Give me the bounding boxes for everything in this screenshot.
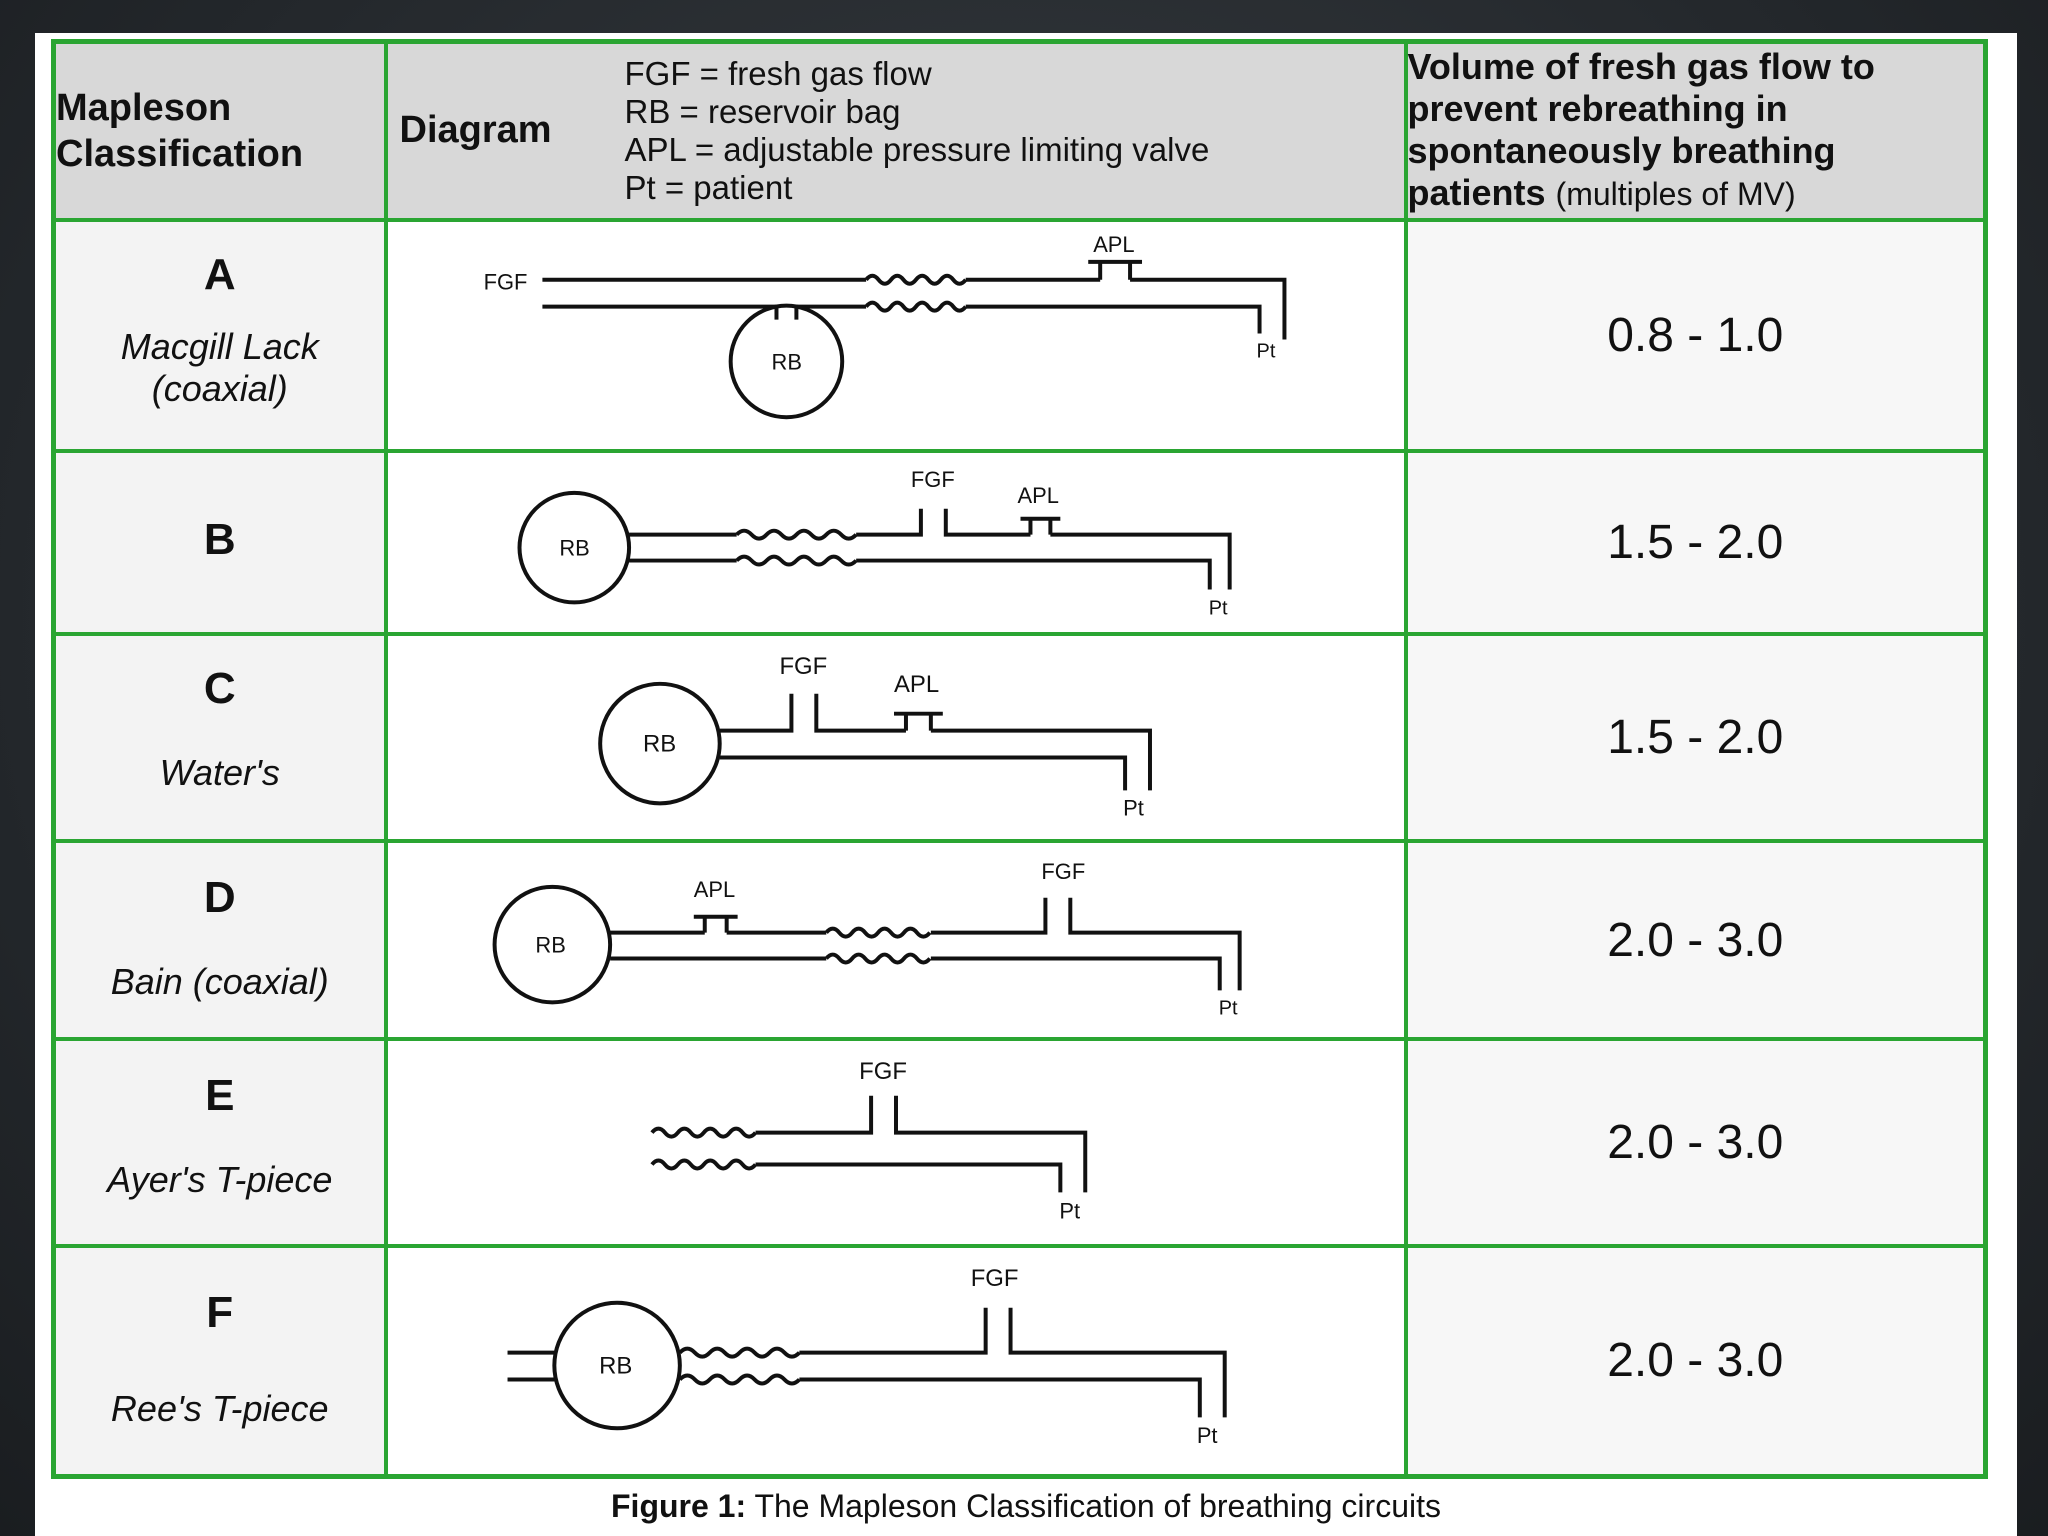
class-letter: E [205,1071,235,1121]
label-fgf: FGF [910,466,955,492]
corrugated-upper [651,1129,755,1137]
volume-cell: 2.0 - 3.0 [1406,1039,1986,1245]
apl-valve [1088,261,1142,279]
label-rb: RB [598,1352,632,1380]
legend-item: Pt = patient [624,168,793,206]
legend-item: FGF = fresh gas flow [624,54,932,92]
label-rb: RB [642,730,676,758]
caption-prefix: Figure 1: [611,1488,747,1524]
diagram-cell [386,634,1406,841]
class-letter: F [206,1287,234,1337]
label-apl: APL [1017,482,1059,508]
row-e [54,1039,1986,1245]
class-cell [54,634,386,841]
class-cell [54,220,386,451]
tail-tube [507,1352,555,1379]
label-apl: APL [693,876,735,902]
label-pt: Pt [1196,1422,1218,1448]
label-fgf: FGF [1040,858,1085,884]
corrugated-upper [866,275,966,283]
class-name: Macgill Lack (coaxial) [120,325,319,409]
class-name: Ree's T-piece [110,1387,329,1429]
diagram-cell [386,841,1406,1039]
label-apl: APL [893,670,939,698]
circuit-diagram-a [388,222,1404,449]
volume-cell: 1.5 - 2.0 [1406,634,1986,841]
class-cell [54,1246,386,1477]
class-cell [54,841,386,1039]
class-letter: C [203,663,236,713]
row-c [54,634,1986,841]
label-rb: RB [558,535,590,561]
label-rb: RB [534,932,566,958]
volume-cell: 0.8 - 1.0 [1406,220,1986,451]
class-cell [54,451,386,634]
class-letter: D [203,873,236,923]
circuit-diagram-e [388,1041,1404,1243]
label-pt: Pt [1256,339,1275,362]
class-letter: B [203,514,236,564]
class-letter: A [203,249,236,299]
corrugated-upper [736,530,856,538]
class-name: Water's [159,751,280,793]
tube-lower [799,1379,1199,1417]
label-fgf: FGF [970,1264,1018,1292]
label-apl: APL [1092,231,1135,257]
circuit-diagram-b [388,453,1404,632]
tube-upper [719,694,1149,791]
tube-lower [610,959,1220,991]
class-name: Ayer's T-piece [107,1159,333,1201]
apl-valve [1020,518,1060,534]
corrugated-upper [679,1348,799,1356]
circuit-diagram-f [388,1248,1404,1474]
tube-upper [799,1307,1224,1417]
circuit-diagram-d [388,843,1404,1037]
diagram-cell [386,1039,1406,1245]
corrugated-lower [866,302,966,310]
diagram-cell [386,220,1406,451]
label-fgf: FGF [483,269,527,295]
header-volume-text: Volume of fresh gas flow to prevent rebreathing in spontaneously breathing patients [1407,46,1875,214]
class-name: Bain (coaxial) [110,961,329,1003]
label-pt: Pt [1122,795,1144,821]
tube-upper [610,898,1240,991]
volume-cell: 1.5 - 2.0 [1406,451,1986,634]
legend-item: RB = reservoir bag [624,92,901,130]
corrugated-upper [826,929,930,937]
label-fgf: FGF [858,1058,907,1086]
row-f [54,1246,1986,1477]
mapleson-table [51,39,1988,1479]
tube-upper [629,508,1230,589]
corrugated-lower [651,1161,755,1169]
label-pt: Pt [1058,1198,1080,1224]
row-d [54,841,1986,1039]
figure-sheet [35,33,2017,1536]
apl-valve [894,714,943,731]
row-a [54,220,1986,451]
legend [625,55,1210,207]
corrugated-lower [736,556,856,564]
label-pt: Pt [1208,596,1228,619]
diagram-cell [386,1246,1406,1477]
header-classification: Mapleson Classification [54,42,386,220]
diagram-cell [386,451,1406,634]
tube-lower [755,1165,1060,1193]
header-volume-unit: (multiples of MV) [1555,176,1796,213]
label-pt: Pt [1218,997,1238,1020]
tube-lower [719,757,1124,790]
row-b [54,451,1986,634]
tube-lower [629,560,1210,589]
label-fgf: FGF [778,652,827,680]
tube-upper [755,1096,1085,1193]
label-rb: RB [770,348,802,374]
header-volume [1406,42,1986,220]
volume-cell: 2.0 - 3.0 [1406,841,1986,1039]
legend-item: APL = adjustable pressure limiting valve [624,130,1210,168]
header-diagram-cell [386,42,1406,220]
header-diagram: Diagram [399,109,552,152]
volume-cell: 2.0 - 3.0 [1406,1246,1986,1477]
header-row [54,42,1986,220]
circuit-diagram-c [388,636,1404,839]
corrugated-lower [679,1375,799,1383]
caption-text: The Mapleson Classification of breathing circuits [754,1488,1441,1524]
apl-valve [693,917,737,933]
corrugated-lower [826,955,930,963]
class-cell [54,1039,386,1245]
tube-lower [542,306,1259,333]
figure-caption [35,1488,2017,1525]
